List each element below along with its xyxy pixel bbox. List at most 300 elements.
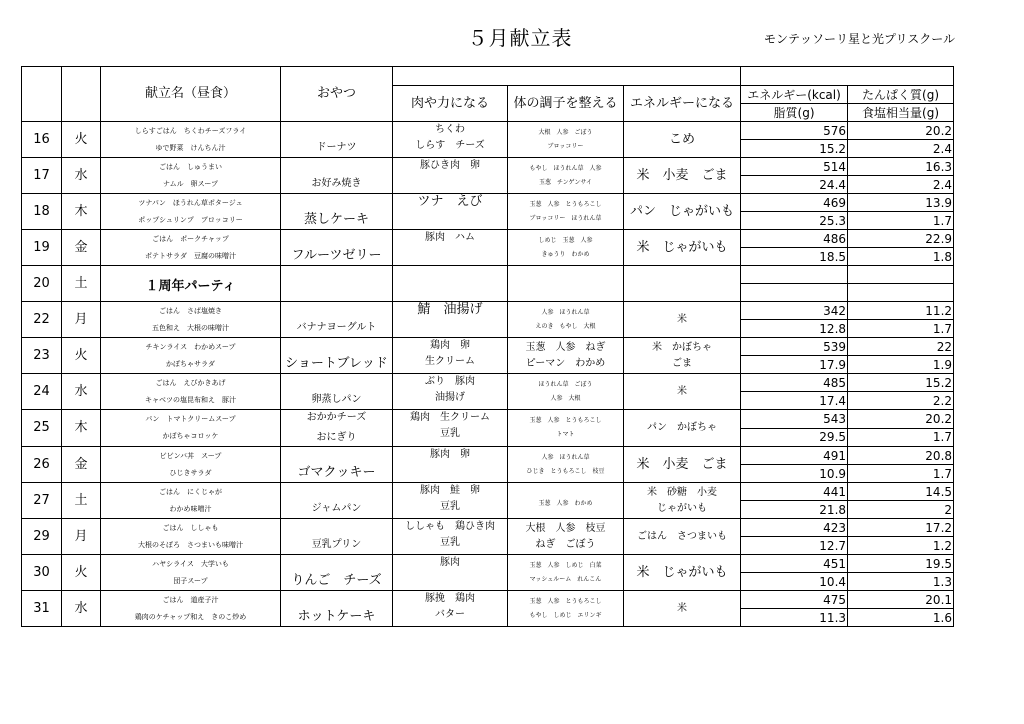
yellow-line: 米 かぼちゃ — [652, 341, 712, 353]
weekday-cell: 火 — [62, 122, 101, 158]
salt-cell: 2.4 — [848, 176, 954, 194]
green-line: もやし ほうれん草 人参 — [529, 164, 602, 172]
yellow-group-cell — [624, 519, 741, 555]
yellow-line: 米 砂糖 小麦 — [647, 486, 717, 498]
header-nutrition — [741, 67, 954, 86]
date-cell: 27 — [22, 483, 62, 519]
date-cell: 19 — [22, 230, 62, 266]
salt-cell: 1.8 — [848, 248, 954, 266]
table-row — [22, 374, 954, 392]
yellow-group-cell — [624, 266, 741, 302]
snack-line: ジャムパン — [311, 502, 362, 514]
header-yellow: エネルギーになる — [624, 86, 741, 122]
protein-cell: 13.9 — [848, 194, 954, 212]
page-title: ５月献立表 — [467, 26, 573, 50]
weekday-cell: 水 — [62, 374, 101, 410]
weekday-cell: 土 — [62, 483, 101, 519]
weekday-cell: 木 — [62, 194, 101, 230]
spacer — [101, 569, 280, 577]
menu-cell — [101, 266, 281, 302]
protein-cell: 11.2 — [848, 302, 954, 320]
red-line: 豚挽 鶏肉 — [425, 593, 475, 604]
menu-line: ツナパン ほうれん草ポタージュ — [138, 198, 243, 207]
spacer — [101, 388, 280, 396]
green-group-cell — [508, 519, 624, 555]
energy-cell: 451 — [741, 555, 848, 573]
salt-cell — [848, 284, 954, 302]
menu-line: 団子スープ — [173, 576, 208, 585]
spacer — [101, 136, 280, 144]
snack-line: フルーツゼリー — [291, 247, 382, 263]
green-line: 玉葱 人参 わかめ — [538, 499, 593, 507]
snack-line: ホットケーキ — [297, 608, 376, 624]
red-group-cell — [393, 591, 508, 627]
energy-cell: 423 — [741, 519, 848, 537]
weekday-cell: 木 — [62, 410, 101, 447]
weekday-cell: 水 — [62, 158, 101, 194]
red-group-cell — [393, 447, 508, 483]
table-row — [22, 519, 954, 537]
snack-cell — [281, 266, 393, 302]
menu-cell — [101, 555, 281, 591]
green-line: 玉葱 人参 とうもろこし — [529, 200, 602, 208]
header-menu: 献立名（昼食） — [101, 67, 281, 122]
red-group-cell — [393, 338, 508, 374]
energy-cell — [741, 266, 848, 284]
red-group-cell — [393, 519, 508, 555]
snack-cell — [281, 410, 393, 447]
weekday-cell: 金 — [62, 230, 101, 266]
snack-line: おにぎり — [316, 432, 357, 443]
menu-line: ナムル 卵スープ — [163, 179, 218, 188]
green-group-cell — [508, 555, 624, 591]
menu-line: ゆで野菜 けんちん汁 — [155, 143, 226, 152]
table-row — [22, 302, 954, 320]
fat-cell: 17.9 — [741, 356, 848, 374]
header-snack: おやつ — [281, 67, 393, 122]
green-line: 玉葱 人参 ねぎ — [525, 341, 606, 353]
weekday-cell: 月 — [62, 519, 101, 555]
yellow-group-cell — [624, 230, 741, 266]
fat-cell: 21.8 — [741, 501, 848, 519]
protein-cell: 16.3 — [848, 158, 954, 176]
menu-line: しらすごはん ちくわチーズフライ — [134, 126, 247, 135]
yellow-line: ごはん さつまいも — [637, 530, 727, 542]
snack-cell — [281, 338, 393, 374]
green-group-cell — [508, 338, 624, 374]
menu-line: ごはん ししゃも — [162, 523, 219, 532]
menu-line: ポテトサラダ 豆腐の味噌汁 — [145, 251, 236, 260]
menu-line: ごはん にくじゃが — [159, 487, 222, 496]
date-cell: 24 — [22, 374, 62, 410]
salt-cell: 1.7 — [848, 212, 954, 230]
salt-cell: 1.7 — [848, 465, 954, 483]
spacer — [101, 533, 280, 541]
green-line: ピーマン わかめ — [525, 357, 606, 369]
salt-cell: 1.2 — [848, 537, 954, 555]
green-group-cell — [508, 266, 624, 302]
yellow-group-cell — [624, 447, 741, 483]
protein-cell: 15.2 — [848, 374, 954, 392]
salt-cell: 1.7 — [848, 320, 954, 338]
date-cell: 31 — [22, 591, 62, 627]
menu-cell — [101, 374, 281, 410]
red-group-cell — [393, 158, 508, 194]
snack-line — [281, 276, 392, 292]
header-salt: 食塩相当量(g) — [848, 104, 954, 122]
protein-cell: 20.2 — [848, 122, 954, 140]
protein-cell: 20.2 — [848, 410, 954, 429]
yellow-group-cell — [624, 194, 741, 230]
energy-cell: 441 — [741, 483, 848, 501]
green-line: 玉葱 人参 とうもろこし — [529, 417, 602, 424]
weekday-cell: 月 — [62, 302, 101, 338]
green-group-cell — [508, 410, 624, 447]
snack-line: 豆乳プリン — [311, 538, 362, 550]
fat-cell: 24.4 — [741, 176, 848, 194]
yellow-line: パン かぼちゃ — [647, 422, 717, 433]
green-line: きゅうり わかめ — [541, 250, 590, 258]
red-line: 豚肉 卵 — [430, 449, 470, 460]
menu-line: ひじきサラダ — [169, 468, 212, 477]
green-group-cell — [508, 194, 624, 230]
menu-line: ビビンバ丼 スープ — [159, 451, 222, 460]
protein-cell: 17.2 — [848, 519, 954, 537]
fat-cell: 15.2 — [741, 140, 848, 158]
fat-cell — [741, 284, 848, 302]
yellow-group-cell — [624, 158, 741, 194]
green-group-cell — [508, 483, 624, 519]
menu-line: 五色和え 大根の味噌汁 — [152, 323, 229, 332]
date-cell: 22 — [22, 302, 62, 338]
fat-cell: 11.3 — [741, 609, 848, 627]
header-energy: エネルギー(kcal) — [741, 86, 848, 104]
red-group-cell — [393, 483, 508, 519]
date-cell: 18 — [22, 194, 62, 230]
green-line: ひじき とうもろこし 枝豆 — [526, 467, 605, 475]
protein-cell: 14.5 — [848, 483, 954, 501]
red-line: 豚ひき肉 卵 — [420, 160, 480, 171]
fat-cell: 17.4 — [741, 392, 848, 410]
green-group-cell — [508, 374, 624, 410]
green-group-cell — [508, 158, 624, 194]
snack-cell — [281, 591, 393, 627]
header-protein: たんぱく質(g) — [848, 86, 954, 104]
snack-cell — [281, 194, 393, 230]
red-line: 豆乳 — [440, 537, 460, 548]
red-line: 豆乳 — [440, 501, 460, 512]
spacer — [101, 244, 280, 252]
salt-cell: 1.6 — [848, 609, 954, 627]
yellow-group-cell — [624, 555, 741, 591]
snack-line: 蒸しケーキ — [303, 211, 369, 227]
snack-line: ショートブレッド — [285, 355, 388, 371]
menu-cell — [101, 194, 281, 230]
yellow-line: じゃがいも — [657, 502, 707, 514]
green-group-cell — [508, 591, 624, 627]
snack-cell — [281, 519, 393, 555]
menu-line: １周年パーティ — [145, 278, 236, 294]
fat-cell: 12.7 — [741, 537, 848, 555]
red-line: 豆乳 — [440, 428, 460, 439]
green-line: 大根 人参 ごぼう — [538, 128, 593, 136]
date-cell: 26 — [22, 447, 62, 483]
date-cell: 30 — [22, 555, 62, 591]
menu-line: ごはん しゅうまい — [159, 162, 222, 171]
fat-cell: 18.5 — [741, 248, 848, 266]
green-group-cell — [508, 447, 624, 483]
menu-line: 鶏肉のケチャップ和え きのこ炒め — [134, 612, 247, 621]
snack-cell — [281, 555, 393, 591]
green-line: 玉葱 人参 しめじ 白菜 — [529, 561, 602, 569]
spacer — [101, 461, 280, 469]
menu-line: キャベツの塩昆布和え 豚汁 — [145, 395, 236, 404]
protein-cell — [848, 266, 954, 284]
spacer — [101, 172, 280, 180]
date-cell: 23 — [22, 338, 62, 374]
salt-cell: 1.7 — [848, 428, 954, 447]
date-cell: 20 — [22, 266, 62, 302]
energy-cell: 514 — [741, 158, 848, 176]
table-row — [22, 194, 954, 212]
yellow-group-cell — [624, 302, 741, 338]
green-line: しめじ 玉葱 人参 — [538, 236, 593, 244]
green-line: ほうれん草 ごぼう — [538, 380, 593, 388]
green-line: トマト — [556, 431, 575, 438]
fat-cell: 12.8 — [741, 320, 848, 338]
weekday-cell: 水 — [62, 591, 101, 627]
red-line: ししゃも 鶏ひき肉 — [405, 521, 495, 532]
date-cell: 29 — [22, 519, 62, 555]
red-line: ちくわ — [435, 124, 465, 135]
yellow-line: ごま — [672, 357, 692, 369]
header-green: 体の調子を整える — [508, 86, 624, 122]
protein-cell: 19.5 — [848, 555, 954, 573]
menu-cell — [101, 410, 281, 447]
menu-line: かぼちゃコロッケ — [162, 432, 219, 440]
header-fat: 脂質(g) — [741, 104, 848, 122]
date-cell: 17 — [22, 158, 62, 194]
snack-line: バナナヨーグルト — [296, 321, 377, 333]
menu-line: ハヤシライス 大学いも — [152, 559, 229, 568]
red-group-cell — [393, 122, 508, 158]
menu-line: ごはん 道産子汁 — [162, 595, 219, 604]
green-line: 人参 大根 — [550, 394, 581, 402]
school-name: モンテッソーリ星と光プリスクール — [764, 32, 956, 46]
fat-cell: 10.4 — [741, 573, 848, 591]
green-line: ねぎ ごぼう — [535, 538, 596, 550]
red-group-cell — [393, 410, 508, 447]
red-group-cell — [393, 266, 508, 302]
snack-cell — [281, 302, 393, 338]
yellow-line: パン じゃがいも — [630, 203, 735, 219]
salt-cell: 1.9 — [848, 356, 954, 374]
protein-cell: 22.9 — [848, 230, 954, 248]
salt-cell: 1.3 — [848, 573, 954, 591]
weekday-cell: 火 — [62, 338, 101, 374]
snack-line: 卵蒸しパン — [311, 393, 362, 405]
header-dow — [62, 67, 101, 122]
menu-cell — [101, 122, 281, 158]
weekday-cell: 火 — [62, 555, 101, 591]
snack-cell — [281, 483, 393, 519]
menu-cell — [101, 447, 281, 483]
green-line: 玉葱 人参 とうもろこし — [529, 597, 602, 605]
menu-line: かぼちゃサラダ — [166, 359, 215, 368]
table-row — [22, 410, 954, 429]
yellow-group-cell — [624, 591, 741, 627]
snack-cell — [281, 374, 393, 410]
red-line: ツナ えび — [417, 194, 483, 209]
menu-line: ごはん えびかきあげ — [155, 378, 226, 387]
table-row — [22, 122, 954, 140]
yellow-line: 米 小麦 ごま — [636, 167, 728, 183]
energy-cell: 491 — [741, 447, 848, 465]
salt-cell: 2 — [848, 501, 954, 519]
green-group-cell — [508, 230, 624, 266]
menu-line: チキンライス わかめスープ — [145, 342, 236, 351]
energy-cell: 539 — [741, 338, 848, 356]
energy-cell: 543 — [741, 410, 848, 429]
protein-cell: 20.1 — [848, 591, 954, 609]
fat-cell: 10.9 — [741, 465, 848, 483]
snack-cell — [281, 122, 393, 158]
spacer — [101, 208, 280, 216]
yellow-group-cell — [624, 483, 741, 519]
table-row — [22, 230, 954, 248]
snack-line: ドーナツ — [316, 141, 357, 153]
green-line: 人参 ほうれん草 — [541, 453, 590, 461]
yellow-line: 米 — [677, 602, 687, 614]
menu-line: わかめ味噌汁 — [169, 504, 212, 513]
red-line: 豚肉 ハム — [425, 232, 475, 243]
weekday-cell: 土 — [62, 266, 101, 302]
menu-cell — [101, 338, 281, 374]
table-row — [22, 555, 954, 573]
weekday-cell: 金 — [62, 447, 101, 483]
green-line: ブロッコリー ほうれん草 — [529, 214, 602, 222]
header-food-group — [393, 67, 741, 86]
snack-line: お好み焼き — [311, 177, 362, 189]
green-line: 玉葱 チンゲンサイ — [538, 178, 593, 186]
date-cell: 16 — [22, 122, 62, 158]
table-row — [22, 483, 954, 501]
green-line: ブロッコリー — [547, 142, 584, 150]
energy-cell: 469 — [741, 194, 848, 212]
yellow-group-cell — [624, 374, 741, 410]
table-row — [22, 591, 954, 609]
table-row — [22, 447, 954, 465]
menu-line: パン トマトクリームスープ — [145, 415, 236, 423]
red-line: 豚肉 — [440, 557, 460, 568]
spacer — [101, 424, 280, 432]
red-line: 豚肉 鮭 卵 — [420, 485, 480, 496]
green-line: えのき もやし 大根 — [535, 322, 596, 330]
yellow-line: 米 — [677, 385, 687, 397]
menu-line: ポップシュリンプ ブロッコリー — [138, 215, 243, 224]
yellow-line: 米 じゃがいも — [636, 239, 728, 255]
red-group-cell — [393, 555, 508, 591]
yellow-group-cell — [624, 122, 741, 158]
snack-cell — [281, 158, 393, 194]
red-line: 鶏肉 卵 — [430, 340, 470, 351]
yellow-group-cell — [624, 410, 741, 447]
energy-cell: 342 — [741, 302, 848, 320]
table-row — [22, 266, 954, 284]
table-row — [22, 338, 954, 356]
red-line: 生クリーム — [425, 356, 475, 367]
green-line: 大根 人参 枝豆 — [525, 522, 606, 534]
protein-cell: 20.8 — [848, 447, 954, 465]
spacer — [101, 352, 280, 360]
salt-cell: 2.4 — [848, 140, 954, 158]
red-group-cell — [393, 230, 508, 266]
fat-cell: 25.3 — [741, 212, 848, 230]
menu-line: ごはん ポークチャップ — [152, 234, 229, 243]
energy-cell: 485 — [741, 374, 848, 392]
spacer — [101, 605, 280, 613]
fat-cell: 29.5 — [741, 428, 848, 447]
header-red: 肉や力になる — [393, 86, 508, 122]
snack-cell — [281, 230, 393, 266]
date-cell: 25 — [22, 410, 62, 447]
menu-cell — [101, 591, 281, 627]
green-group-cell — [508, 122, 624, 158]
yellow-line: 米 — [677, 313, 687, 325]
green-line: 人参 ほうれん草 — [541, 308, 590, 316]
menu-cell — [101, 519, 281, 555]
green-line: もやし しめじ エリンギ — [529, 611, 602, 619]
snack-cell — [281, 447, 393, 483]
snack-line: ゴマクッキー — [297, 464, 376, 480]
yellow-line: こめ — [669, 131, 696, 147]
protein-cell: 22 — [848, 338, 954, 356]
red-group-cell — [393, 194, 508, 230]
header-date — [22, 67, 62, 122]
red-line: ぶり 豚肉 — [425, 376, 475, 387]
menu-cell — [101, 302, 281, 338]
energy-cell: 486 — [741, 230, 848, 248]
menu-cell — [101, 483, 281, 519]
spacer — [101, 316, 280, 324]
red-line: しらす チーズ — [415, 140, 485, 151]
menu-cell — [101, 158, 281, 194]
energy-cell: 576 — [741, 122, 848, 140]
spacer — [101, 497, 280, 505]
yellow-line: 米 じゃがいも — [636, 564, 728, 580]
green-line: マッシュルーム れんこん — [529, 575, 602, 583]
red-line: バター — [435, 609, 465, 620]
menu-line: ごはん さば塩焼き — [159, 306, 222, 315]
yellow-line: 米 小麦 ごま — [636, 456, 728, 472]
menu-line: 大根のそぼろ さつまいも味噌汁 — [138, 540, 243, 549]
red-line: 鯖 油揚げ — [417, 302, 483, 317]
yellow-group-cell — [624, 338, 741, 374]
red-line: 鶏肉 生クリーム — [410, 412, 490, 423]
header-row-1 — [22, 67, 954, 86]
menu-cell — [101, 230, 281, 266]
green-group-cell — [508, 302, 624, 338]
snack-line: りんご チーズ — [291, 572, 382, 588]
salt-cell: 2.2 — [848, 392, 954, 410]
red-group-cell — [393, 374, 508, 410]
red-group-cell — [393, 302, 508, 338]
snack-line: おかかチーズ — [306, 412, 367, 423]
red-line: 油揚げ — [435, 392, 465, 403]
energy-cell: 475 — [741, 591, 848, 609]
menu-table — [21, 66, 954, 627]
table-row — [22, 158, 954, 176]
